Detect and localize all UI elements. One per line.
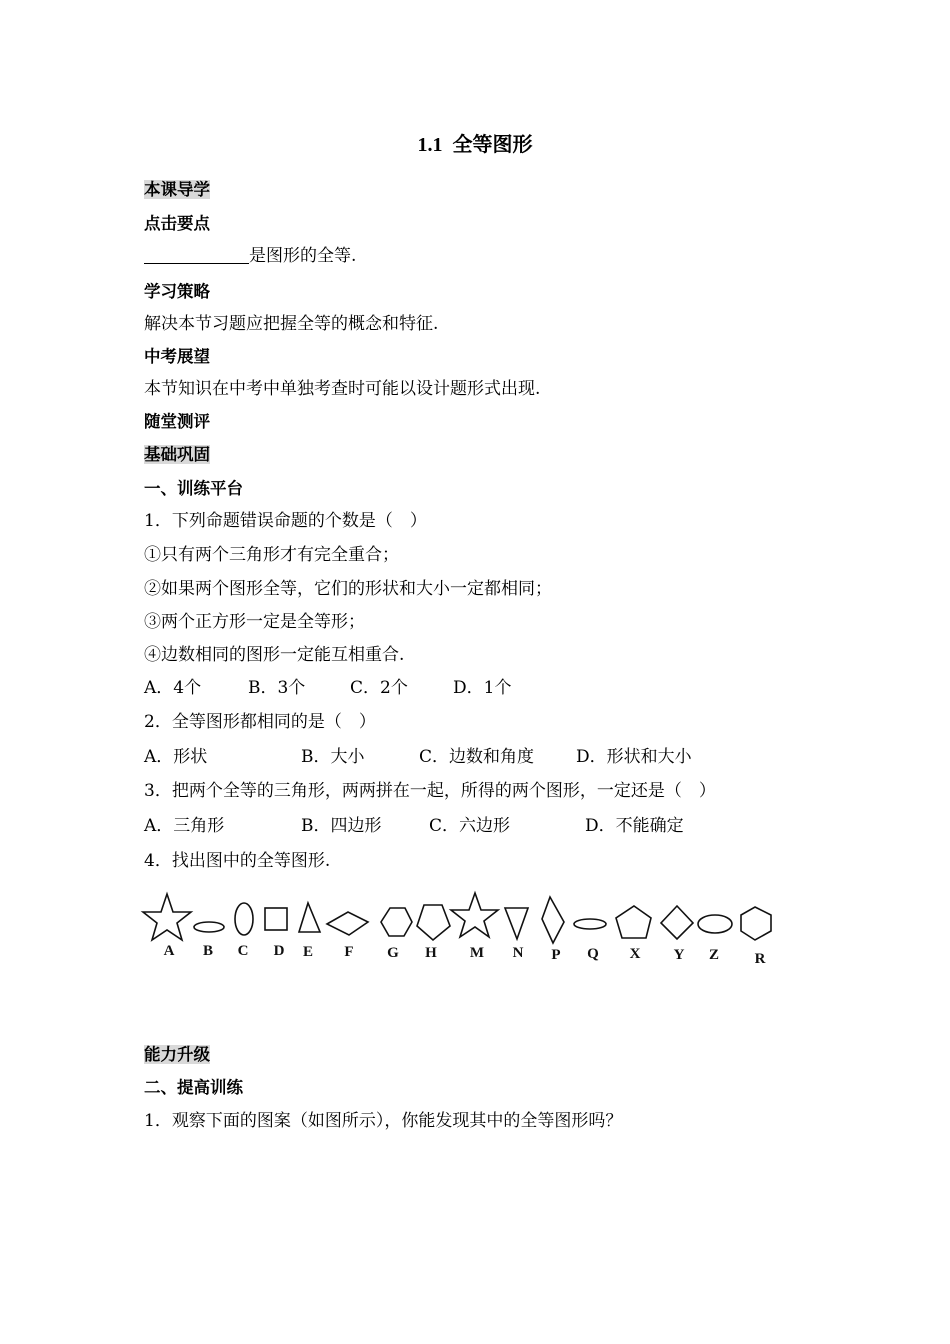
q4-stem: 4．找出图中的全等图形. bbox=[144, 851, 331, 871]
q1-statement-3: ③两个正方形一定是全等形； bbox=[144, 612, 365, 632]
q1-statement-2: ②如果两个图形全等，它们的形状和大小一定都相同； bbox=[144, 579, 552, 599]
shape-x-pentagon-icon bbox=[616, 906, 651, 938]
shape-h-pentagon-icon bbox=[417, 905, 450, 940]
shape-d-square-icon bbox=[265, 908, 287, 930]
label-r: R bbox=[754, 951, 766, 967]
label-c: C bbox=[237, 943, 249, 959]
q2-option-a[interactable]: A．形状 bbox=[144, 747, 208, 767]
label-f: F bbox=[344, 944, 354, 960]
label-x: X bbox=[629, 946, 641, 962]
label-e: E bbox=[302, 944, 314, 960]
label-g: G bbox=[387, 945, 399, 961]
page-title bbox=[0, 128, 950, 157]
shape-c-ellipse-icon bbox=[235, 903, 253, 935]
strategy-heading: 学习策略 bbox=[144, 282, 210, 301]
shape-p-rhombus-icon bbox=[542, 897, 564, 943]
title-number: 1.1 bbox=[417, 134, 443, 156]
quiz-heading: 随堂测评 bbox=[144, 412, 210, 431]
congruent-shapes-figure bbox=[140, 885, 790, 975]
section-guide bbox=[144, 179, 210, 201]
q1-stem: 1．下列命题错误命题的个数是（ ） bbox=[144, 511, 427, 531]
section-basics bbox=[144, 444, 210, 466]
q1-statement-4: ④边数相同的图形一定能互相重合. bbox=[144, 645, 405, 665]
fill-blank[interactable] bbox=[144, 245, 249, 264]
label-m: M bbox=[469, 945, 485, 961]
label-h: H bbox=[425, 945, 437, 961]
q1-statement-1: ①只有两个三角形才有完全重合； bbox=[144, 545, 399, 565]
label-a: A bbox=[163, 943, 175, 959]
title-text: 全等图形 bbox=[452, 132, 533, 156]
outlook-heading: 中考展望 bbox=[144, 347, 210, 366]
label-p: P bbox=[551, 947, 561, 963]
q2-option-c[interactable]: C．边数和角度 bbox=[419, 747, 535, 767]
key-points-text bbox=[144, 245, 356, 267]
q3-stem: 3．把两个全等的三角形，两两拼在一起，所得的两个图形，一定还是（ ） bbox=[144, 781, 716, 801]
q3-option-a[interactable]: A．三角形 bbox=[144, 816, 225, 836]
q1-option-c[interactable]: C．2个 bbox=[350, 678, 408, 698]
shape-q-ellipse-icon bbox=[574, 919, 606, 929]
label-y: Y bbox=[673, 947, 685, 963]
advanced-q1: 1．观察下面的图案（如图所示），你能发现其中的全等图形吗？ bbox=[144, 1111, 623, 1131]
q3-option-c[interactable]: C．六边形 bbox=[429, 816, 511, 836]
q1-option-d[interactable]: D．1个 bbox=[453, 678, 512, 698]
training-heading: 一、训练平台 bbox=[144, 479, 243, 498]
shape-y-diamond-icon bbox=[661, 906, 693, 939]
shape-m-star-icon bbox=[451, 893, 498, 937]
q1-option-b[interactable]: B．3个 bbox=[248, 678, 306, 698]
shape-g-hexagon-icon bbox=[381, 908, 412, 936]
label-n: N bbox=[512, 945, 524, 961]
q2-option-b[interactable]: B．大小 bbox=[301, 747, 365, 767]
label-z: Z bbox=[708, 947, 720, 963]
section-advanced bbox=[144, 1044, 210, 1066]
shape-e-triangle-icon bbox=[299, 903, 320, 932]
outlook-text: 本节知识在中考中单独考查时可能以设计题形式出现. bbox=[144, 379, 541, 399]
label-b: B bbox=[202, 943, 214, 959]
q2-stem: 2．全等图形都相同的是（ ） bbox=[144, 712, 376, 732]
key-points-sentence: 是图形的全等. bbox=[249, 246, 357, 266]
q2-option-d[interactable]: D．形状和大小 bbox=[576, 747, 692, 767]
section-advanced-label: 能力升级 bbox=[144, 1045, 210, 1064]
shape-r-hexagon-icon bbox=[741, 907, 771, 940]
section-guide-label: 本课导学 bbox=[144, 180, 210, 199]
shape-z-ellipse-icon bbox=[698, 915, 732, 933]
q1-option-a[interactable]: A．4个 bbox=[144, 678, 202, 698]
q3-option-b[interactable]: B．四边形 bbox=[301, 816, 382, 836]
shape-a-star-icon bbox=[143, 894, 191, 940]
label-d: D bbox=[273, 943, 285, 959]
q3-option-d[interactable]: D．不能确定 bbox=[585, 816, 684, 836]
key-points-heading: 点击要点 bbox=[144, 214, 210, 233]
shape-f-rhombus-icon bbox=[327, 912, 368, 935]
advanced-subheading: 二、提高训练 bbox=[144, 1078, 243, 1097]
section-basics-label: 基础巩固 bbox=[144, 445, 210, 464]
shape-b-ellipse-icon bbox=[194, 922, 224, 932]
shape-n-inverted-triangle-icon bbox=[505, 908, 528, 939]
strategy-text: 解决本节习题应把握全等的概念和特征. bbox=[144, 314, 439, 334]
label-q: Q bbox=[587, 946, 599, 962]
